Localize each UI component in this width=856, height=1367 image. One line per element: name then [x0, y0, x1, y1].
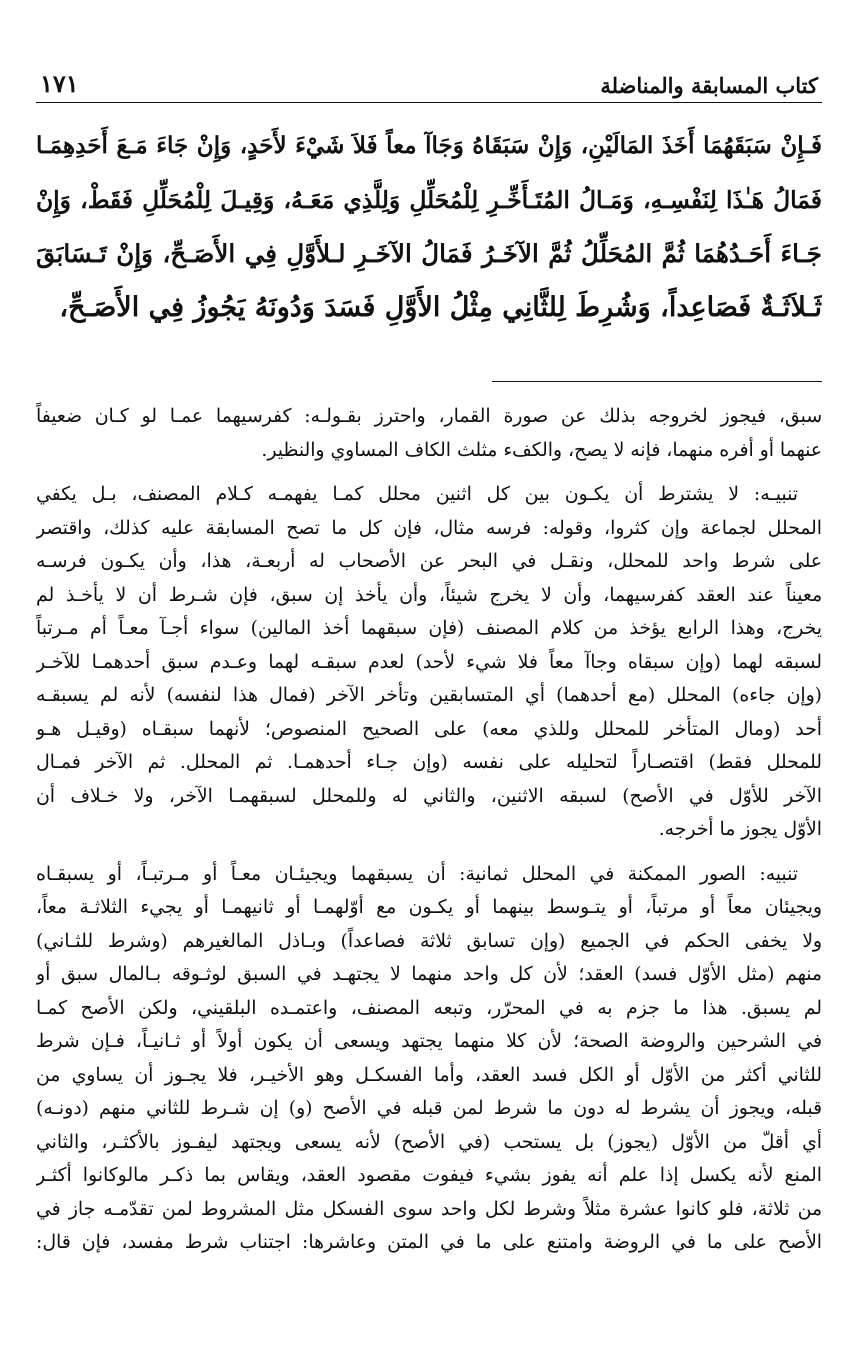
page-number: ١٧١ — [40, 69, 79, 98]
commentary-line: لسبقه لهما (وإن سبقاه وجاآ معاً فلا شيء لأحد) لعدم سبقـه لهما وعـدم سبق أحدهمـا للآخـر — [36, 651, 822, 673]
commentary-line: على شرط واحد للمحلل، ونقـل في البحر عن الأصحاب له أربعـة، هذا، وأن يكـون فرسـه — [36, 551, 822, 572]
commentary-line: للمحلل فقط) اقتصـاراً لتحليله على نفسه (وإن جـاء أحدهمـا. ثم المحلل. ثم الآخر فمـال — [36, 752, 822, 773]
commentary-paragraph — [36, 478, 822, 847]
commentary-paragraph — [36, 400, 822, 467]
commentary-line: لم يسبق. هذا ما جزم به في المحرّر، وتبعه المصنف، واعتمـده البلقيني، ولكن الأصح كمـا — [36, 997, 822, 1019]
commentary-line: عنهما أو أفره منهما، فإنه لا يصح، والكفء مثلث الكاف المساوي والنظير. — [261, 439, 822, 461]
commentary-line: أي أقلّ من الأوّل (يجوز) بل يستحب (في الأصح) لأنه يسعى ويجتهد ليفـوز بالأكثـر، والثاني — [36, 1131, 822, 1153]
commentary-line: ويجيئان معاً أو مرتباً، أو يتـوسط بينهما أو يكـون مع أوّلهمـا أو ثانيهمـا أو يجيء الثلاثـة معاً، — [36, 897, 822, 918]
main-text-line: ثَـلاَثَـةٌ فَصَاعِداً، وَشُرِطَ لِلثَّانِي مِثْلُ الأَوَّلِ فَسَدَ وَدُونَهُ يَجُوزُ فِي الأَصَـحِّ، — [59, 292, 822, 323]
commentary-line: قبله، ويجوز أن يشرط له دون ما شرط لمن قبله في الأصح (و) إن شـرط للثاني منهم (دونـه) — [36, 1098, 822, 1119]
running-title: كتاب المسابقة والمناضلة — [600, 73, 818, 98]
commentary-line: تنبيـه: لا يشترط أن يكـون بين كل اثنين محلل كمـا يفهمـه كـلام المصنف، بـل يكفي — [36, 484, 798, 505]
commentary-separator — [492, 381, 822, 382]
commentary-line: في الشرحين والروضة الصحة؛ لأن كلا منهما يجتهد ويسعى أن يكون أولاً أو ثـانيـاً، فـإن شرط — [36, 1031, 822, 1052]
commentary-line: الأوّل يجوز ما أخرجه. — [658, 819, 822, 840]
main-text-line: فَمَالُ هَـٰذَا لِنَفْسِـهِ، وَمَـالُ المُتَـأَخِّـرِ لِلْمُحَلِّلِ وَلِلَّذِي مَعَـهُ، وَقِيـلَ لِلْمُحَلِّلِ فَقَطْ، وَإِنْ — [36, 186, 822, 214]
main-text — [36, 119, 822, 335]
commentary-line: أحد (ومال المتأخر للمحلل وللذي معه) على الصحيح المنصوص؛ لأنهما سبقـاه (وقيـل هـو — [36, 718, 822, 740]
commentary-line: يخرج، وهذا الرابع يؤخذ من كلام المصنف (فإن سبقهما أخذ المالين) سواء أجـآ معـاً أم مـرتباً — [36, 618, 822, 639]
main-text-line: فَـإِنْ سَبَقَهُمَا أَخَذَ المَالَيْنِ، وَإِنْ سَبَقَاهُ وَجَاآ معاً فَلاَ شَيْءَ لأَحَدٍ، وَإِنْ جَاءَ مَـعَ أَحَدِهِمَـا — [36, 132, 822, 159]
commentary-line: معيناً عند العقد كفرسيهما، وأن لا يخرج شيئاً، وأن يأخذ إن سبق، فإن شـرط أن لا يأخـذ لم — [36, 584, 822, 606]
commentary-line: تنبيه: الصور الممكنة في المحلل ثمانية: أن يسبقهما ويجيئـان معـاً أو مـرتبـاً، أو يسبقـاه — [36, 863, 798, 885]
commentary-line: المنع لأنه يكسل إذا علم أنه يفوز بشيء فيفوت مقصود العقد، ويقاس بما ذكـر مالوكانوا أكثـر — [36, 1165, 822, 1186]
commentary — [36, 400, 822, 1260]
main-text-line: جَـاءَ أَحَـدُهُمَا ثُمَّ المُحَلِّلُ ثُمَّ الآخَـرُ فَمَالُ الآخَـرِ لـلأَوَّلِ فِي الأَصَـحِّ، وَإِنْ تَـسَابَقَ — [36, 239, 822, 268]
commentary-line: المحلل لجماعة وإن كثروا، وقوله: فرسه مثال، فإن كل ما تصح المسابقة عليه كذلك، واقتصر — [36, 517, 822, 539]
commentary-line: ولا يخفى الحكم في الجميع (وإن تسابق ثلاثة فصاعداً) وبـاذل المالغيرهم (وشرط للثـاني) — [36, 930, 822, 952]
page-header — [36, 58, 822, 103]
commentary-line: من ثلاثة، فلو كانوا عشرة مثلاً وشرط لكل واحد سوى الفسكل مثل المشروط لمن تقدّمـه جاز في — [36, 1198, 822, 1220]
commentary-line: الأصح على ما في الروضة وامتنع على ما في المتن وعاشرها: اجتناب شرط مفسد، فإن قال: — [36, 1232, 822, 1253]
commentary-line: (وإن جاءه) المحلل (مع أحدهما) أي المتسابقين وتأخر الآخر (فمال هذا لنفسه) لأنه لم يسبقـه — [36, 685, 822, 706]
commentary-line: منهم (مثل الأوّل فسد) العقد؛ لأن كل واحد منهما لا يجتهـد في السبق لوثـوقه بـالمال سبق أو — [36, 964, 822, 985]
commentary-line: الآخر للأوّل في الأصح) لسبقه الاثنين، والثاني له وللمحلل لسبقهمـا الآخر، ولا خـلاف أن — [36, 785, 822, 807]
commentary-line: للثاني أكثر من الأوّل أو الكل فسد العقد، وأما الفسكـل وهو الأخيـر، فلا يجـوز أن يساوي من — [36, 1064, 822, 1086]
commentary-paragraph — [36, 858, 822, 1260]
commentary-line: سبق، فيجوز لخروجه بذلك عن صورة القمار، واحترز بقـولـه: كفرسيهما عمـا لو كـان ضعيفاً — [36, 406, 822, 427]
